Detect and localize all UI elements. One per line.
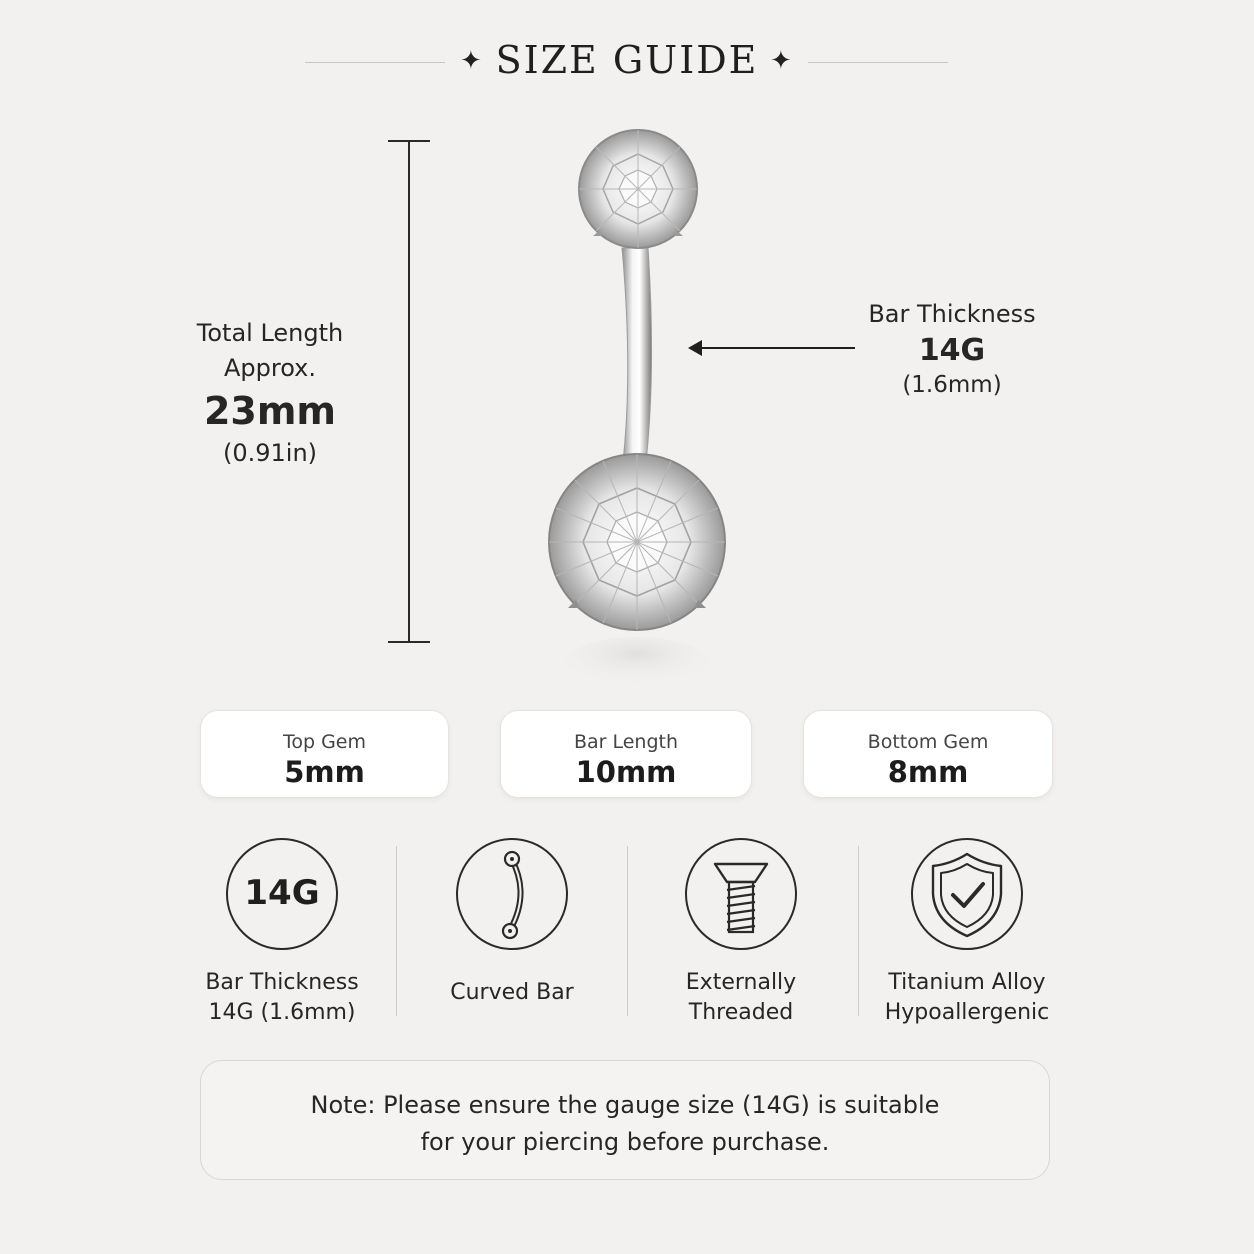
- header: [0, 30, 1254, 94]
- feature-titanium-alloy: [852, 838, 1082, 1028]
- spec-label: Top Gem: [282, 731, 367, 753]
- title-divider-right: [808, 62, 948, 63]
- note-line1: Note: Please ensure the gauge size (14G) is suitable: [310, 1091, 940, 1119]
- total-length-dimension-line: [380, 130, 440, 655]
- total-length-label: [170, 316, 370, 471]
- total-length-caption: Total Length: [196, 319, 344, 347]
- spec-label: Bottom Gem: [867, 731, 989, 753]
- note-box: [200, 1060, 1050, 1180]
- note-line2: for your piercing before purchase.: [420, 1128, 830, 1156]
- sparkle-icon: ✦: [460, 46, 482, 76]
- feature-line1: Curved Bar: [450, 980, 574, 1005]
- feature-bar-thickness: [167, 838, 397, 1028]
- feature-externally-threaded: [626, 838, 856, 1028]
- total-length-approx: Approx.: [223, 354, 316, 382]
- total-length-value: 23mm: [203, 389, 337, 433]
- feature-line1: Titanium Alloy: [888, 970, 1046, 995]
- shield-check-icon: [911, 838, 1023, 950]
- top-gem: [579, 130, 697, 248]
- sparkle-icon: ✦: [770, 46, 792, 76]
- spec-value: 5mm: [284, 755, 365, 789]
- spec-value: 10mm: [575, 755, 677, 789]
- spec-card-bottom-gem: [803, 710, 1053, 798]
- bar-thickness-callout: [852, 298, 1052, 399]
- feature-line2: Hypoallergenic: [884, 1000, 1050, 1025]
- total-length-imperial: (0.91in): [222, 439, 318, 467]
- bar-thickness-caption: Bar Thickness: [868, 300, 1036, 328]
- spec-label: Bar Length: [573, 731, 679, 753]
- gauge-14g-icon: [226, 838, 338, 950]
- bar-thickness-mm: (1.6mm): [902, 372, 1002, 398]
- gem-reflection: [562, 637, 712, 693]
- bar-thickness-arrow: [684, 334, 859, 362]
- screw-thread-icon: [685, 838, 797, 950]
- belly-ring-illustration: [530, 120, 750, 700]
- feature-curved-bar: [397, 838, 627, 1008]
- feature-line2: Threaded: [688, 1000, 794, 1025]
- spec-value: 8mm: [887, 755, 969, 789]
- curved-bar: [622, 248, 652, 462]
- feature-line1: Externally: [685, 970, 797, 995]
- bar-thickness-gauge: 14G: [918, 333, 986, 368]
- bottom-gem: [549, 454, 725, 630]
- spec-card-top-gem: [200, 710, 449, 798]
- page-title: SIZE GUIDE: [495, 38, 759, 82]
- feature-line1: Bar Thickness: [205, 970, 359, 995]
- spec-card-bar-length: [500, 710, 752, 798]
- gauge-icon-text: 14G: [244, 873, 320, 913]
- feature-line2: 14G (1.6mm): [208, 1000, 356, 1025]
- curved-bar-icon: [456, 838, 568, 950]
